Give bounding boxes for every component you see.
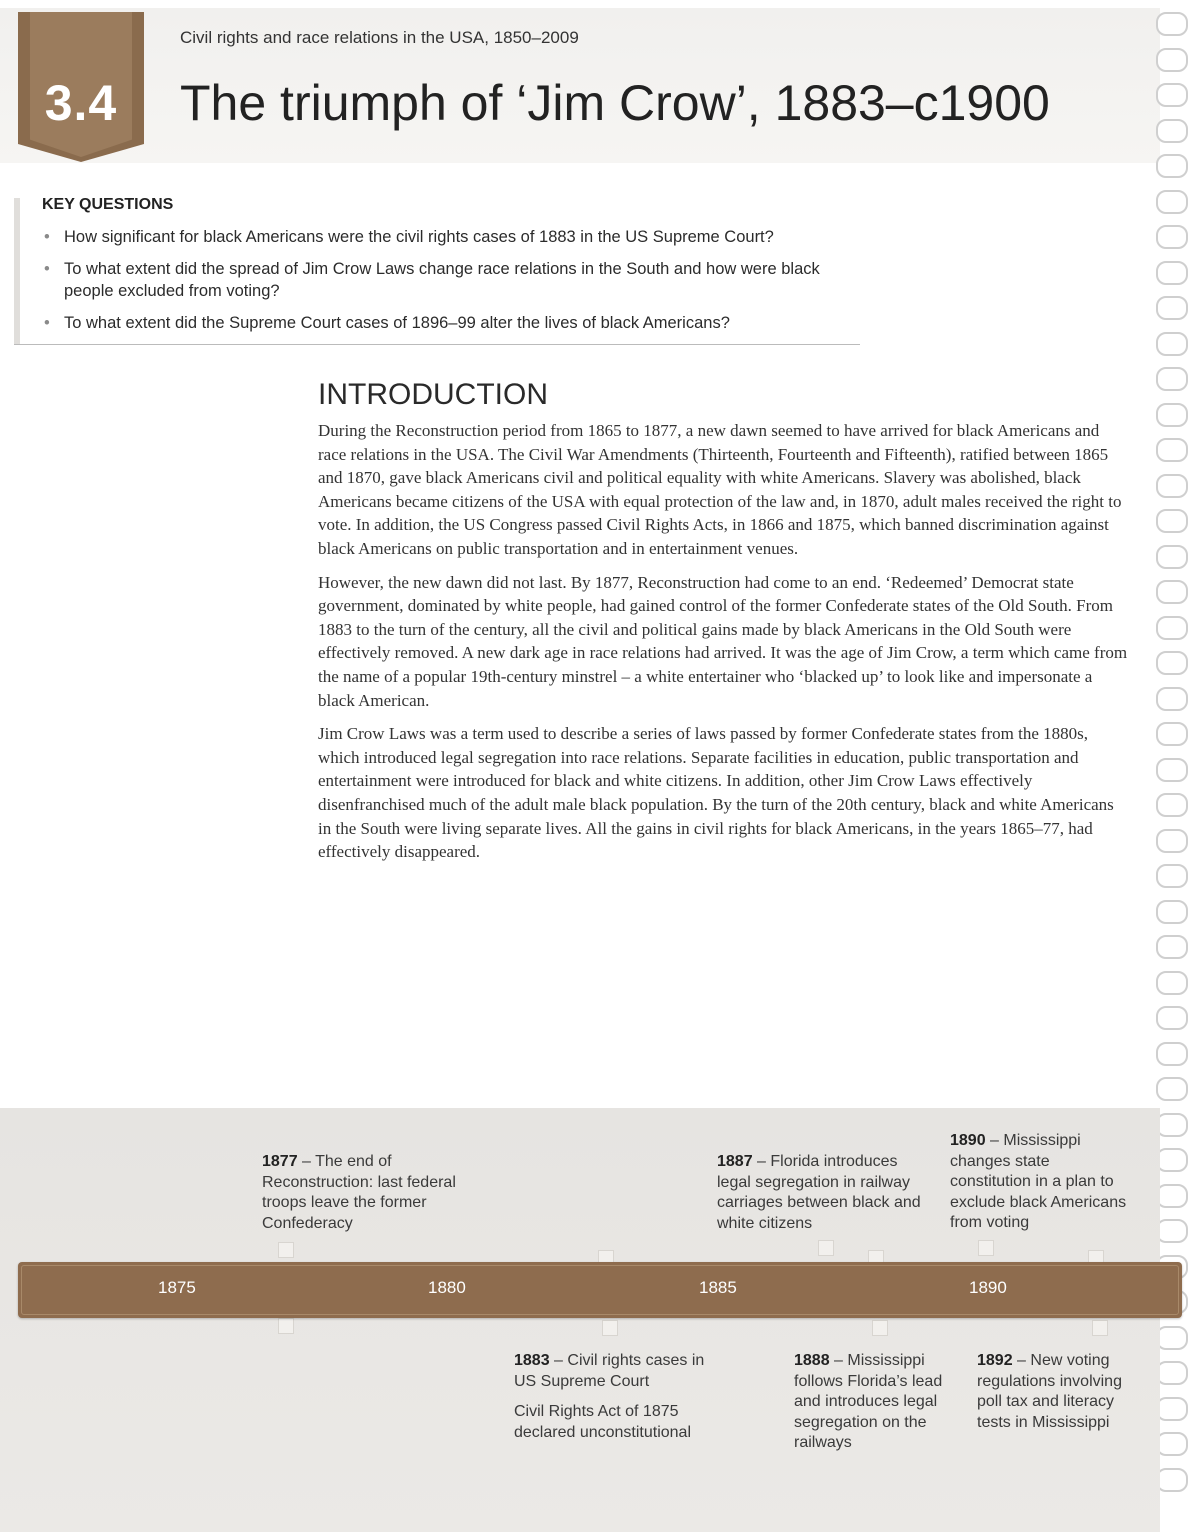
binder-ring-icon <box>1156 48 1188 72</box>
binder-ring-icon <box>1156 154 1188 178</box>
binder-ring-icon <box>1156 332 1188 356</box>
timeline-year-label: 1875 <box>158 1278 196 1297</box>
binder-ring-icon <box>1156 1432 1188 1456</box>
timeline-year-label: 1890 <box>969 1278 1007 1297</box>
timeline-event <box>794 1351 954 1454</box>
binder-ring-icon <box>1156 1006 1188 1030</box>
introduction-paragraph: During the Reconstruction period from 1865 to 1877, a new dawn seemed to have arrived for black Americans and race relations in the USA. The Civil War Amendments (Thirteenth, Fourteenth and Fifteenth), ratified between 1865 and 1870, gave black Americans civil and political equality with white Americans. Slavery was abolished, black Americans became citizens of the USA with equal protection of the law and, in 1870, adult males received the right to vote. In addition, the US Congress passed Civil Rights Acts, in 1866 and 1875, which banned discrimination against black Americans on public transportation and in entertainment venues. <box>318 421 1122 558</box>
event-year: 1892 <box>977 1352 1013 1369</box>
key-question-item <box>42 258 872 302</box>
event-year: 1883 <box>514 1352 550 1369</box>
key-questions-heading: KEY QUESTIONS <box>42 196 174 213</box>
binder-ring-icon <box>1156 403 1188 427</box>
timeline-event <box>262 1152 477 1234</box>
event-year: 1890 <box>950 1132 986 1149</box>
event-text: – New voting regulations involving poll tax and literacy tests in Mississippi <box>977 1352 1122 1431</box>
timeline-event <box>717 1152 927 1234</box>
binder-ring-icon <box>1156 438 1188 462</box>
binder-ring-icon <box>1156 1397 1188 1421</box>
binder-ring-icon <box>1156 1468 1188 1492</box>
subject-line: Civil rights and race relations in the USA, 1850–2009 <box>180 28 579 47</box>
introduction-heading: INTRODUCTION <box>318 378 548 411</box>
page-title: The triumph of ‘Jim Crow’, 1883–c1900 <box>180 75 1050 131</box>
binder-ring-icon <box>1156 119 1188 143</box>
key-question-text: To what extent did the spread of Jim Crow Laws change race relations in the South and how were black people excluded from voting? <box>64 260 820 300</box>
introduction-body <box>318 419 1128 874</box>
binder-ring-icon <box>1156 1361 1188 1385</box>
binder-ring-icon <box>1156 261 1188 285</box>
binder-ring-icon <box>1156 545 1188 569</box>
binder-ring-icon <box>1156 616 1188 640</box>
binder-ring-icon <box>1156 580 1188 604</box>
binder-ring-icon <box>1156 367 1188 391</box>
binder-ring-icon <box>1156 1326 1188 1350</box>
binder-ring-icon <box>1156 935 1188 959</box>
binder-ring-icon <box>1156 1113 1188 1137</box>
key-questions-bar <box>14 198 20 344</box>
event-text: – Mississippi changes state constitution in a plan to exclude black Americans from voting <box>950 1132 1127 1231</box>
binder-ring-icon <box>1156 296 1188 320</box>
event-text: – Florida introduces legal segregation in railway carriages between black and white citizens <box>717 1153 921 1232</box>
binder-ring-icon <box>1156 1042 1188 1066</box>
binder-ring-icon <box>1156 971 1188 995</box>
key-questions-divider <box>14 344 860 345</box>
binder-ring-icon <box>1156 509 1188 533</box>
binder-ring-icon <box>1156 190 1188 214</box>
bullet-icon: • <box>44 228 50 246</box>
timeline-marker <box>278 1318 294 1334</box>
key-question-item <box>42 226 872 248</box>
binder-ring-icon <box>1156 793 1188 817</box>
section-number: 3.4 <box>44 75 118 131</box>
bullet-icon: • <box>44 314 50 332</box>
binder-ring-icon <box>1156 1219 1188 1243</box>
timeline-year-label: 1885 <box>699 1278 737 1297</box>
event-text: – The end of Reconstruction: last federal troops leave the former Confederacy <box>262 1153 456 1232</box>
key-question-text: How significant for black Americans were the civil rights cases of 1883 in the US Supreme Court? <box>64 228 774 246</box>
binder-ring-icon <box>1156 225 1188 249</box>
timeline-marker <box>278 1242 294 1258</box>
binder-ring-icon <box>1156 83 1188 107</box>
binder-ring-icon <box>1156 1184 1188 1208</box>
key-question-text: To what extent did the Supreme Court cases of 1896–99 alter the lives of black Americans? <box>64 314 730 332</box>
binder-ring-icon <box>1156 864 1188 888</box>
introduction-paragraph: Jim Crow Laws was a term used to describe a series of laws passed by former Confederate states from the 1880s, which introduced legal segregation into race relations. Separate facilities in education, public transportation and entertainment were introduced for black and white citizens. In addition, other Jim Crow Laws effectively disenfranchised much of the adult male black population. By the turn of the 20th century, black and white Americans in the South were living separate lives. All the gains in civil rights for black Americans, in the years 1865–77, had effectively disappeared. <box>318 724 1114 862</box>
timeline-marker <box>602 1320 618 1336</box>
introduction-paragraph: However, the new dawn did not last. By 1877, Reconstruction had come to an end. ‘Redeemed’ Democrat state government, dominated by white people, had gained control of the former Confederate states of the Old South. From 1883 to the turn of the century, all the civil and political gains made by black Americans in the Old South were effectively removed. A new dark age in race relations had arrived. It was the age of Jim Crow, a term which came from the name of a popular 19th-century minstrel – a white entertainer who ‘blacked up’ to look like and impersonate a black American. <box>318 572 1128 710</box>
event-line <box>514 1351 724 1392</box>
event-year: 1877 <box>262 1153 298 1170</box>
binder-ring-icon <box>1156 651 1188 675</box>
event-text: – Civil rights cases in US Supreme Court <box>514 1352 705 1390</box>
event-text: – Mississippi follows Florida’s lead and introduces legal segregation on the railways <box>794 1352 943 1451</box>
binder-ring-icon <box>1156 1077 1188 1101</box>
timeline-marker <box>1092 1320 1108 1336</box>
event-year: 1887 <box>717 1153 753 1170</box>
event-year: 1888 <box>794 1352 830 1369</box>
timeline-marker <box>818 1240 834 1256</box>
timeline-event <box>950 1131 1130 1234</box>
binder-ring-icon <box>1156 12 1188 36</box>
timeline-marker <box>978 1240 994 1256</box>
event-detail: Civil Rights Act of 1875 declared unconstitutional <box>514 1403 692 1441</box>
binder-ring-icon <box>1156 758 1188 782</box>
binder-ring-icon <box>1156 829 1188 853</box>
key-question-item <box>42 312 872 334</box>
timeline-marker <box>872 1320 888 1336</box>
binder-ring-icon <box>1156 687 1188 711</box>
timeline-event <box>977 1351 1142 1433</box>
bullet-icon: • <box>44 260 50 278</box>
key-questions-list <box>42 226 872 344</box>
binder-ring-icon <box>1156 474 1188 498</box>
binder-ring-icon <box>1156 722 1188 746</box>
binder-ring-icon <box>1156 900 1188 924</box>
timeline-year-label: 1880 <box>428 1278 466 1297</box>
binder-ring-icon <box>1156 1148 1188 1172</box>
timeline-event <box>514 1351 724 1453</box>
